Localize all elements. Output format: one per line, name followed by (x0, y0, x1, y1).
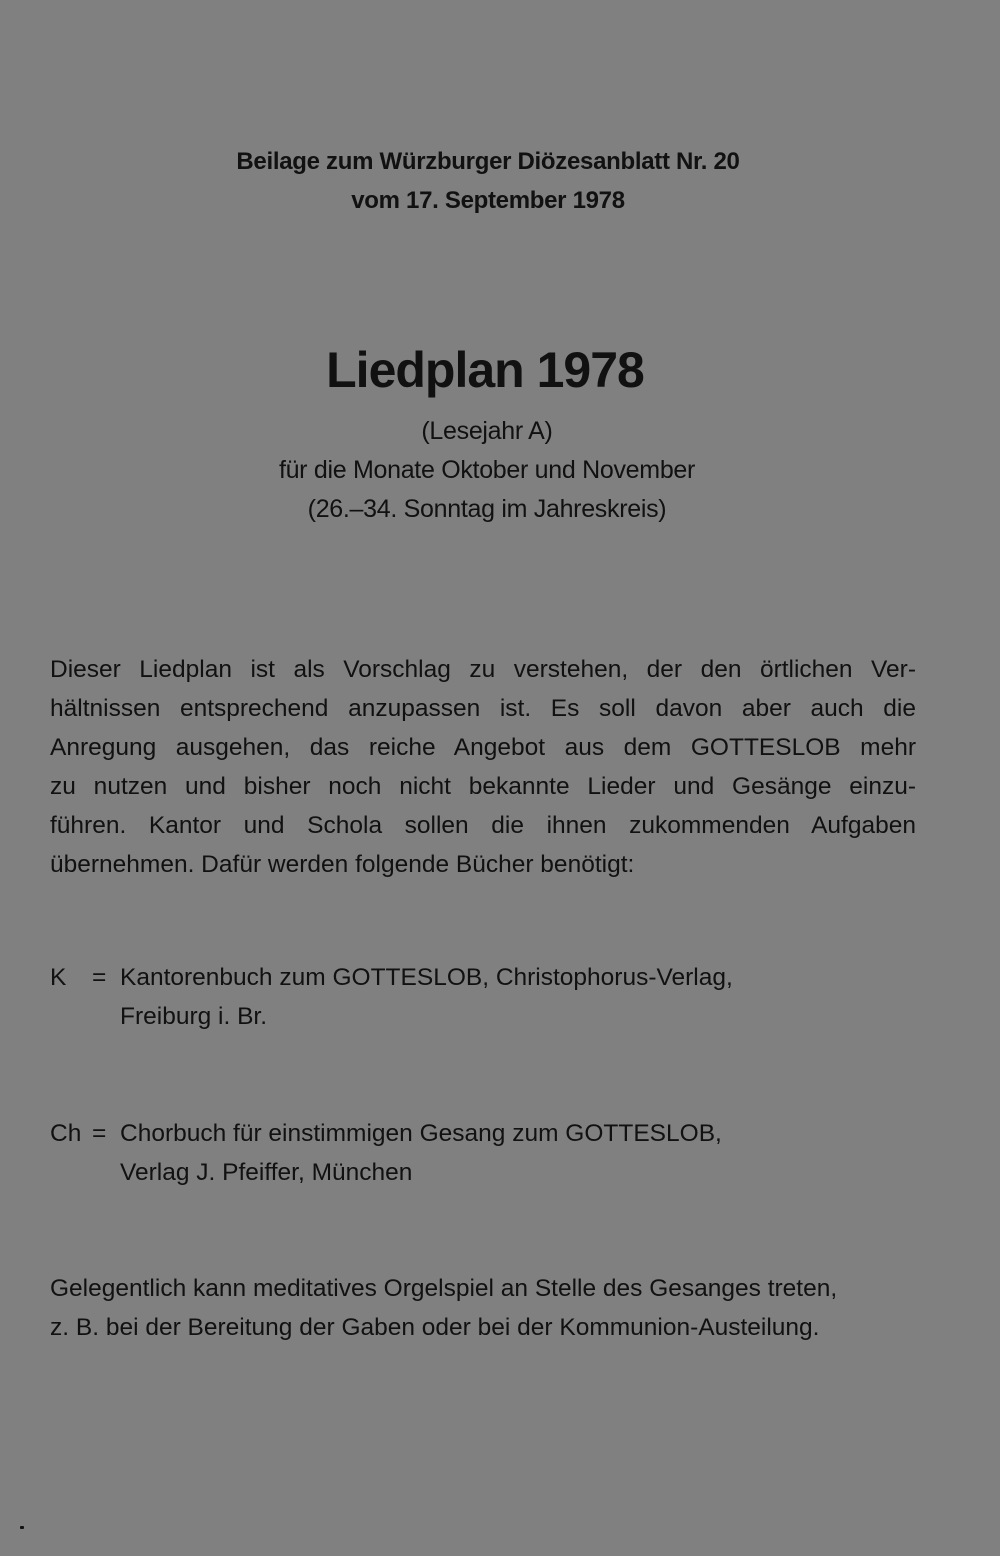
intro-line: zu nutzen und bisher noch nicht bekannte Lieder und Gesänge einzu- (50, 773, 916, 800)
intro-line: führen. Kantor und Schola sollen die ihnen zukommenden Aufgaben (50, 812, 916, 839)
intro-line: Anregung ausgehen, das reiche Angebot aus dem GOTTESLOB mehr (50, 734, 916, 761)
equals-sign: = (92, 964, 107, 991)
equals-sign: = (92, 1120, 107, 1147)
abbreviation-kantorenbuch (50, 958, 930, 1036)
scan-speck (20, 1526, 24, 1529)
abbreviation-key: K (50, 964, 67, 991)
header-line-1: Beilage zum Würzburger Diözesanblatt Nr. 20 (236, 148, 740, 175)
publication-header (0, 142, 976, 220)
header-line-2: vom 17. September 1978 (351, 187, 625, 214)
abbreviation-chorbuch (50, 1114, 930, 1192)
closing-line-2: z. B. bei der Bereitung der Gaben oder bei der Kommunion-Austeilung. (50, 1314, 820, 1341)
abbreviation-key: Ch (50, 1120, 82, 1147)
subtitle-line-3: (26.–34. Sonntag im Jahreskreis) (307, 495, 667, 523)
subtitle-line-1: (Lesejahr A) (421, 417, 553, 445)
intro-line: übernehmen. Dafür werden folgende Bücher benötigt: (50, 851, 635, 878)
page-title: Liedplan 1978 (326, 342, 644, 398)
abbreviation-text-line-1: Kantorenbuch zum GOTTESLOB, Christophorus-Verlag, (120, 964, 733, 991)
intro-line: hältnissen entsprechend anzupassen ist. Es soll davon aber auch die (50, 695, 916, 722)
subtitle-block (0, 412, 974, 529)
abbreviation-text-line-2: Verlag J. Pfeiffer, München (120, 1159, 413, 1186)
abbreviation-text-line-2: Freiburg i. Br. (120, 1003, 268, 1030)
abbreviation-text-line-1: Chorbuch für einstimmigen Gesang zum GOTTESLOB, (120, 1120, 722, 1147)
closing-paragraph (50, 1269, 950, 1347)
closing-line-1: Gelegentlich kann meditatives Orgelspiel an Stelle des Gesanges treten, (50, 1275, 838, 1302)
intro-line: Dieser Liedplan ist als Vorschlag zu verstehen, der den örtlichen Ver- (50, 656, 916, 683)
intro-paragraph (50, 650, 916, 884)
subtitle-line-2: für die Monate Oktober und November (278, 456, 696, 484)
